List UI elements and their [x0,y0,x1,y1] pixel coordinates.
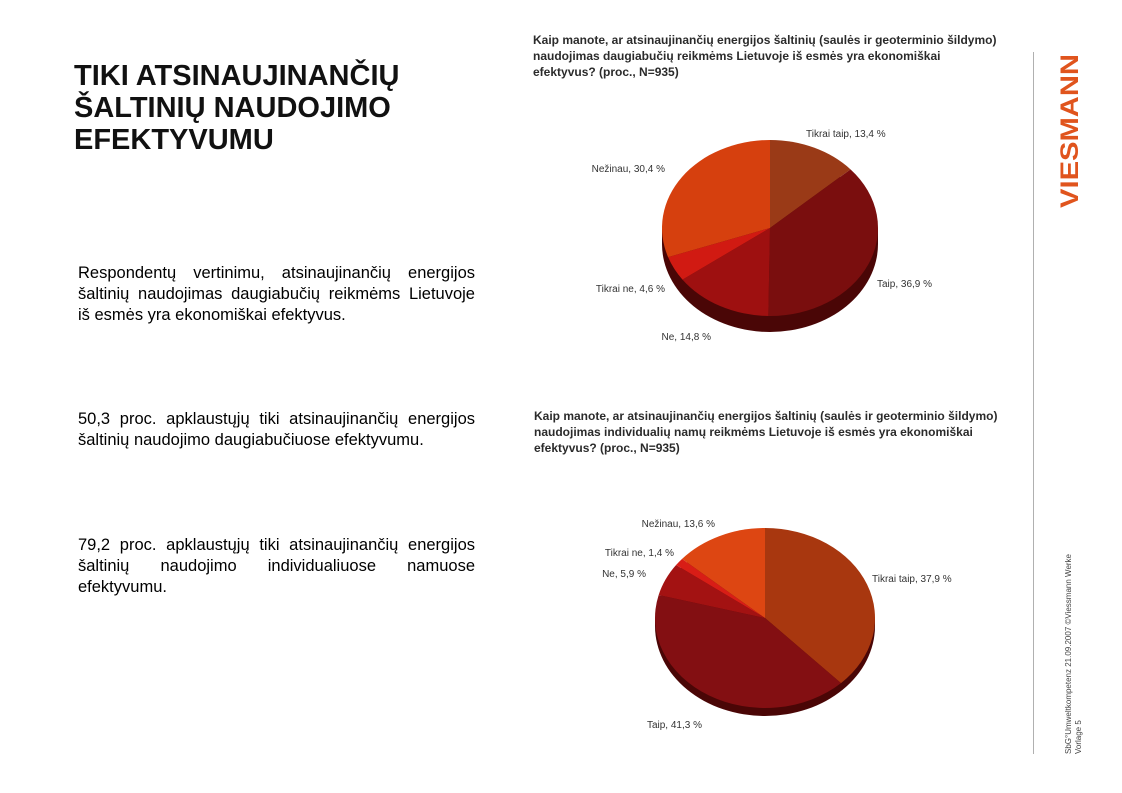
viessmann-logo [1040,52,1094,210]
footer-line-1: SbG°Umweltkompetenz 21.09.2007 ©Viessmann Werke [1064,553,1073,754]
footer-info [1030,553,1120,760]
paragraph-3: 79,2 proc. apklaustųjų tiki atsinaujinančių energijos šaltinių naudojimo individualiuose namuose efektyvumu. [78,536,475,596]
chart-1-title: Kaip manote, ar atsinaujinančių energijos šaltinių (saulės ir geoterminio šildymo) naudojimas daugiabučių reikmėms Lietuvoje iš esmės yra ekonomiškai efektyvus? (proc., N=935) [533,33,997,79]
slice-label-3: Ne, 5,9 % [602,569,646,580]
slice-label-4: Tikrai ne, 1,4 % [604,548,674,559]
slide-title: TIKI ATSINAUJINANČIŲ ŠALTINIŲ NAUDOJIMO EFEKTYVUMU [74,60,400,156]
paragraph-1: Respondentų vertinimu, atsinaujinančių energijos šaltinių naudojimas daugiabučių reikmėms Lietuvoje iš esmės yra ekonomiškai efektyvus. [78,264,475,324]
slice-label-3: Ne, 14,8 % [661,332,711,343]
paragraph-2: 50,3 proc. apklaustųjų tiki atsinaujinančių energijos šaltinių naudojimo daugiabučiuose efektyvumu. [78,410,475,449]
slice-label-2: Taip, 41,3 % [646,720,702,731]
slice-label-5: Nežinau, 13,6 % [641,519,715,530]
slice-label-5: Nežinau, 30,4 % [591,164,665,175]
slice-label-4: Tikrai ne, 4,6 % [595,284,665,295]
footer-line-2: Vorlage 5 [1074,720,1083,754]
chart-2-title: Kaip manote, ar atsinaujinančių energijos šaltinių (saulės ir geoterminio šildymo) naudojimas individualių namų reikmėms Lietuvoje iš esmės yra ekonomiškai efektyvus? (proc., N=935) [534,409,998,455]
slice-label-1: Tikrai taip, 13,4 % [806,129,886,140]
slice-label-1: Tikrai taip, 37,9 % [872,574,952,585]
slice-label-2: Taip, 36,9 % [877,279,933,290]
logo-text: VIESMANN [1056,76,1084,208]
